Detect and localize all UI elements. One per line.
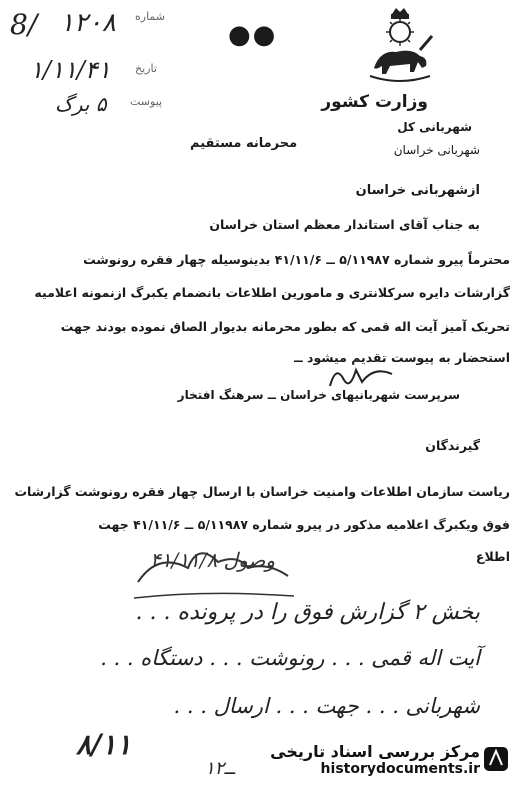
note-date: ۸/۱۱ xyxy=(76,728,132,761)
note-line-2: آیت اله قمی . . . رونوشت . . . دستگاه . . . xyxy=(100,646,480,670)
body-line-3: تحریک آمیز آیت اله قمی که بطور محرمانه بدیوار الصاق نموده بودند جهت xyxy=(60,319,510,334)
date-value: ۱/۱۱/۴۱ xyxy=(30,56,111,84)
recipients-title: گیرندگان xyxy=(425,438,480,453)
note-line-1: بخش ۲ گزارش فوق را در پرونده . . . xyxy=(135,600,480,625)
redaction-dots: ●● xyxy=(228,20,278,50)
signature-line: سرپرست شهربانیهای خراسان ــ سرهنگ افتخار xyxy=(177,388,460,402)
date-label: تاریخ xyxy=(135,62,157,75)
body-line-1: محترماً پیرو شماره ۵/۱۱۹۸۷ ــ ۴۱/۱۱/۶ بدینوسیله چهار فقره رونوشت xyxy=(83,252,510,267)
number-value: ۱۲۰۸ xyxy=(60,8,116,38)
to-line: به جناب آقای استاندار معظم استان خراسان xyxy=(209,217,480,232)
note-small: ۱۲ــ xyxy=(205,758,235,779)
note-line-3: شهربانی . . . جهت . . . ارسال . . . xyxy=(173,694,480,718)
attachment-label: پیوست xyxy=(130,95,163,108)
watermark xyxy=(270,742,480,777)
classification-label: محرمانه مستقیم xyxy=(190,136,298,151)
police-khorasan-title: شهربانی خراسان xyxy=(393,143,480,157)
body-line-2: گزارشات دایره سرکلانتری و مامورین اطلاعات بانضمام یکبرگ ازنمونه اعلامیه xyxy=(34,285,510,300)
lion-sun-emblem-icon xyxy=(360,6,440,88)
ministry-title: وزارت کشور xyxy=(321,92,428,112)
watermark-org: مرکز بررسی اسناد تاریخی xyxy=(270,742,480,761)
document-logo-icon xyxy=(482,745,510,773)
attachment-value: ۵ برگ xyxy=(55,92,107,116)
receipt-stamp-text: وصول ۴۱/۱۱/۸ xyxy=(150,548,276,572)
police-hq-title: شهربانی کل xyxy=(397,120,472,134)
recipient-line-1: ریاست سازمان اطلاعات وامنیت خراسان با ارسال چهار فقره رونوشت گزارشات xyxy=(14,484,510,499)
recipient-line-2: فوق ویکبرگ اعلامیه مذکور در پیرو شماره ۵/۱۱۹۸۷ ــ ۴۱/۱۱/۶ جهت xyxy=(98,517,510,532)
from-line: ازشهربانی خراسان xyxy=(355,183,480,198)
number-label: شماره xyxy=(135,10,166,23)
recipient-line-3: اطلاع xyxy=(475,549,510,564)
watermark-url: historydocuments.ir xyxy=(320,761,480,777)
number-mark: 8/ xyxy=(10,8,38,41)
body-line-4: استحضار به پیوست تقدیم میشود ــ xyxy=(294,350,510,365)
signature-mark xyxy=(322,360,402,390)
